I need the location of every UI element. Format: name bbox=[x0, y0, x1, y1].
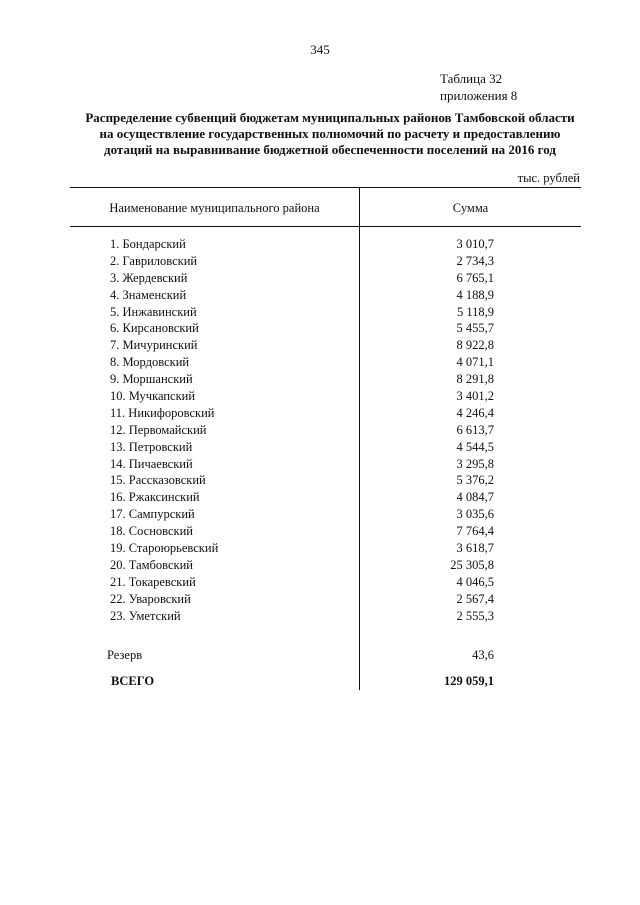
district-amount: 3 618,7 bbox=[456, 541, 494, 556]
district-amount: 5 455,7 bbox=[456, 321, 494, 336]
district-amount: 3 035,6 bbox=[456, 507, 494, 522]
district-amount: 4 544,5 bbox=[456, 439, 494, 454]
district-amount: 5 376,2 bbox=[456, 473, 494, 488]
table-row bbox=[0, 253, 640, 270]
table-row bbox=[0, 523, 640, 540]
table-row bbox=[0, 456, 640, 473]
table-row bbox=[0, 320, 640, 337]
total-row bbox=[0, 673, 640, 690]
district-amount: 4 084,7 bbox=[456, 490, 494, 505]
district-name: 23. Уметский bbox=[110, 608, 181, 623]
table-body bbox=[0, 236, 640, 624]
district-name: 19. Староюрьевский bbox=[110, 541, 219, 556]
district-name: 13. Петровский bbox=[110, 439, 193, 454]
district-name: 14. Пичаевский bbox=[110, 456, 193, 471]
district-name: 10. Мучкапский bbox=[110, 389, 196, 404]
district-amount: 2 734,3 bbox=[456, 253, 494, 268]
table-row bbox=[0, 540, 640, 557]
district-amount: 5 118,9 bbox=[456, 304, 494, 319]
table-row bbox=[0, 405, 640, 422]
district-name: 3. Жердевский bbox=[110, 270, 188, 285]
district-amount: 6 765,1 bbox=[456, 270, 494, 285]
district-name: 17. Сампурский bbox=[110, 507, 195, 522]
district-amount: 6 613,7 bbox=[456, 422, 494, 437]
district-amount: 2 555,3 bbox=[456, 608, 494, 623]
column-header-sum: Сумма bbox=[452, 201, 489, 215]
table-row bbox=[0, 354, 640, 371]
table-row bbox=[0, 489, 640, 506]
district-name: 7. Мичуринский bbox=[110, 338, 198, 353]
column-header-name: Наименование муниципального района bbox=[109, 201, 320, 215]
table-row bbox=[0, 472, 640, 489]
district-name: 9. Моршанский bbox=[110, 372, 193, 387]
table-row bbox=[0, 371, 640, 388]
district-name: 20. Тамбовский bbox=[110, 557, 193, 572]
district-amount: 8 922,8 bbox=[456, 338, 494, 353]
district-name: 18. Сосновский bbox=[110, 524, 193, 539]
reserve-row bbox=[0, 647, 640, 664]
table-row bbox=[0, 287, 640, 304]
district-amount: 4 246,4 bbox=[456, 405, 494, 420]
district-amount: 25 305,8 bbox=[450, 557, 494, 572]
page-number: 345 bbox=[310, 42, 330, 57]
total-label: ВСЕГО bbox=[111, 674, 155, 688]
district-amount: 7 764,4 bbox=[456, 524, 494, 539]
title-line: на осуществление государственных полномочий по расчету и предоставлению bbox=[99, 126, 561, 141]
district-name: 22. Уваровский bbox=[110, 591, 191, 606]
district-name: 21. Токаревский bbox=[110, 574, 196, 589]
table-reference bbox=[440, 70, 517, 104]
district-amount: 4 046,5 bbox=[456, 574, 494, 589]
table-header-rule bbox=[70, 226, 581, 227]
district-amount: 3 295,8 bbox=[456, 456, 494, 471]
district-amount: 2 567,4 bbox=[456, 591, 494, 606]
district-amount: 8 291,8 bbox=[456, 372, 494, 387]
district-amount: 3 010,7 bbox=[456, 237, 494, 251]
table-row bbox=[0, 337, 640, 354]
appendix-number: приложения 8 bbox=[440, 88, 518, 103]
table-row bbox=[0, 388, 640, 405]
table-row bbox=[0, 608, 640, 625]
table-row bbox=[0, 422, 640, 439]
district-name: 8. Мордовский bbox=[110, 355, 190, 370]
district-name: 12. Первомайский bbox=[110, 422, 207, 437]
table-row bbox=[0, 506, 640, 523]
table-row bbox=[0, 270, 640, 287]
table-row bbox=[0, 236, 640, 253]
district-amount: 4 071,1 bbox=[456, 355, 494, 370]
district-name: 15. Рассказовский bbox=[110, 473, 206, 488]
table-row bbox=[0, 574, 640, 591]
reserve-label: Резерв bbox=[107, 648, 143, 662]
table-row bbox=[0, 557, 640, 574]
district-name: 4. Знаменский bbox=[110, 287, 187, 302]
district-name: 5. Инжавинский bbox=[110, 304, 197, 319]
reserve-value: 43,6 bbox=[472, 648, 494, 662]
table-row bbox=[0, 591, 640, 608]
table-number: Таблица 32 bbox=[440, 71, 503, 86]
title-line: Распределение субвенций бюджетам муниципальных районов Тамбовской области bbox=[85, 110, 575, 125]
district-name: 2. Гавриловский bbox=[110, 253, 198, 268]
district-name: 16. Ржаксинский bbox=[110, 490, 200, 505]
units-label: тыс. рублей bbox=[517, 171, 580, 185]
district-name: 11. Никифоровский bbox=[110, 405, 215, 420]
district-name: 6. Кирсановский bbox=[110, 321, 199, 336]
table-top-rule bbox=[70, 187, 581, 188]
district-amount: 4 188,9 bbox=[456, 287, 494, 302]
document-title bbox=[80, 110, 580, 158]
title-line: дотаций на выравнивание бюджетной обеспеченности поселений на 2016 год bbox=[104, 142, 556, 157]
district-name: 1. Бондарский bbox=[110, 237, 186, 251]
table-row bbox=[0, 439, 640, 456]
table-row bbox=[0, 304, 640, 321]
district-amount: 3 401,2 bbox=[456, 389, 494, 404]
total-value: 129 059,1 bbox=[444, 674, 494, 688]
